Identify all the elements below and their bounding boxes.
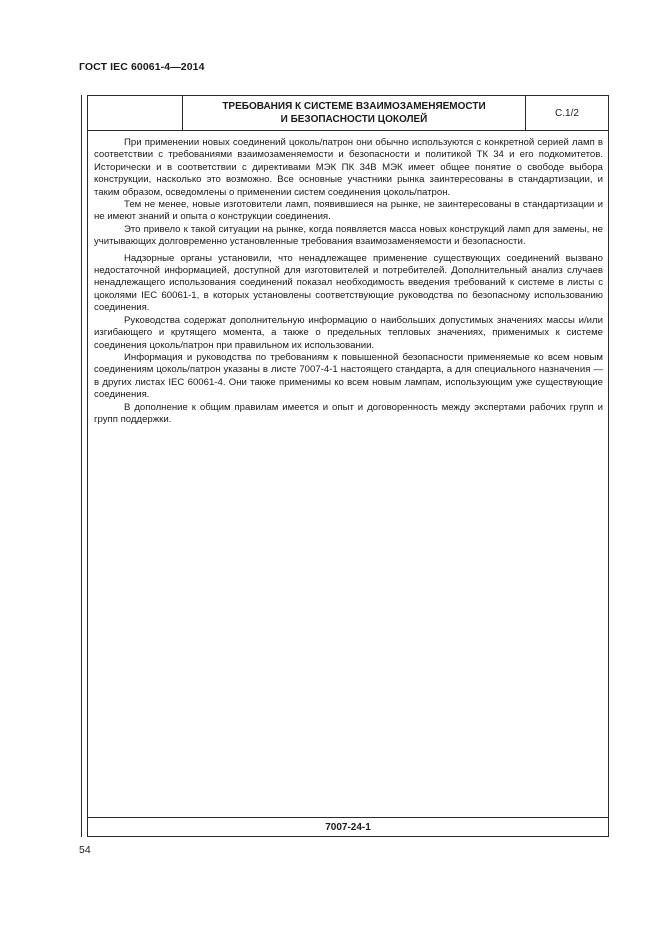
paragraph: Руководства содержат дополнительную информацию о наибольших допустимых значениях массы и/или изгибающего и крутящего момента, а также о предельных тепловых значениях, применимых к системе соединения цоколь/патрон при правильном их использовании. (94, 314, 603, 351)
sheet-title-row (88, 96, 608, 131)
sheet-title-line2: И БЕЗОПАСНОСТИ ЦОКОЛЕЙ (280, 114, 428, 125)
sheet-title (183, 96, 526, 130)
paragraph: Надзорные органы установили, что ненадлежащее применение существующих соединений вызвано недостаточной информацией, доступной для изготовителей и потребителей. Дополнительный анализ случаев ненадлежащего использования соединений показал необходимость введения требований к системе в листы с цоколями IEC 60061-1, в которых установлены соответствующие руководства по безопасному использованию соединения. (94, 252, 603, 314)
paragraph: Тем не менее, новые изготовители ламп, появившиеся на рынке, не заинтересованы в стандартизации и не имеют знаний и опыта о конструкции соединения. (94, 199, 603, 223)
sheet-title-line1: ТРЕБОВАНИЯ К СИСТЕМЕ ВЗАИМОЗАМЕНЯЕМОСТИ (222, 101, 486, 112)
sheet-code: С.1/2 (555, 107, 579, 119)
sheet-footer-code: 7007-24-1 (88, 817, 608, 836)
paragraph: Это привело к такой ситуации на рынке, когда появляется масса новых конструкций ламп для замены, не учитывающих долговременно установленные требования взаимозаменяемости и безопасности. (94, 223, 603, 248)
sheet-body (94, 137, 603, 426)
paragraph: В дополнение к общим правилам имеется и опыт и договоренность между экспертами рабочих групп и групп поддержки. (94, 401, 603, 425)
paragraph: При применении новых соединений цоколь/патрон они обычно используются с конкретной серией ламп в соответствии с требованиями взаимозаменяемости и безопасности и политикой ТК 34 и его подкомитетов. Исторически и в соответствии с директивами МЭК ПК 34В МЭК имеет общее понятие о свободе выбора конструкции, насколько это возможно. Все основные участники рынка заинтересованы в стандартизации, и таким образом, осведомлены о применении систем соединения цоколь/патрон. (94, 137, 603, 198)
paragraph: Информация и руководства по требованиям к повышенной безопасности применяемые ко всем новым соединениям цоколь/патрон указаны в листе 7007-4-1 настоящего стандарта, а для специального назначения — в других листах IEC 60061-4. Они также применимы ко всем новым лампам, использующим уже существующие соединения. (94, 351, 603, 401)
title-blank-cell (88, 96, 183, 130)
document-header: ГОСТ IEC 60061-4—2014 (79, 61, 205, 73)
standard-sheet (87, 95, 609, 837)
page-number: 54 (79, 844, 91, 856)
